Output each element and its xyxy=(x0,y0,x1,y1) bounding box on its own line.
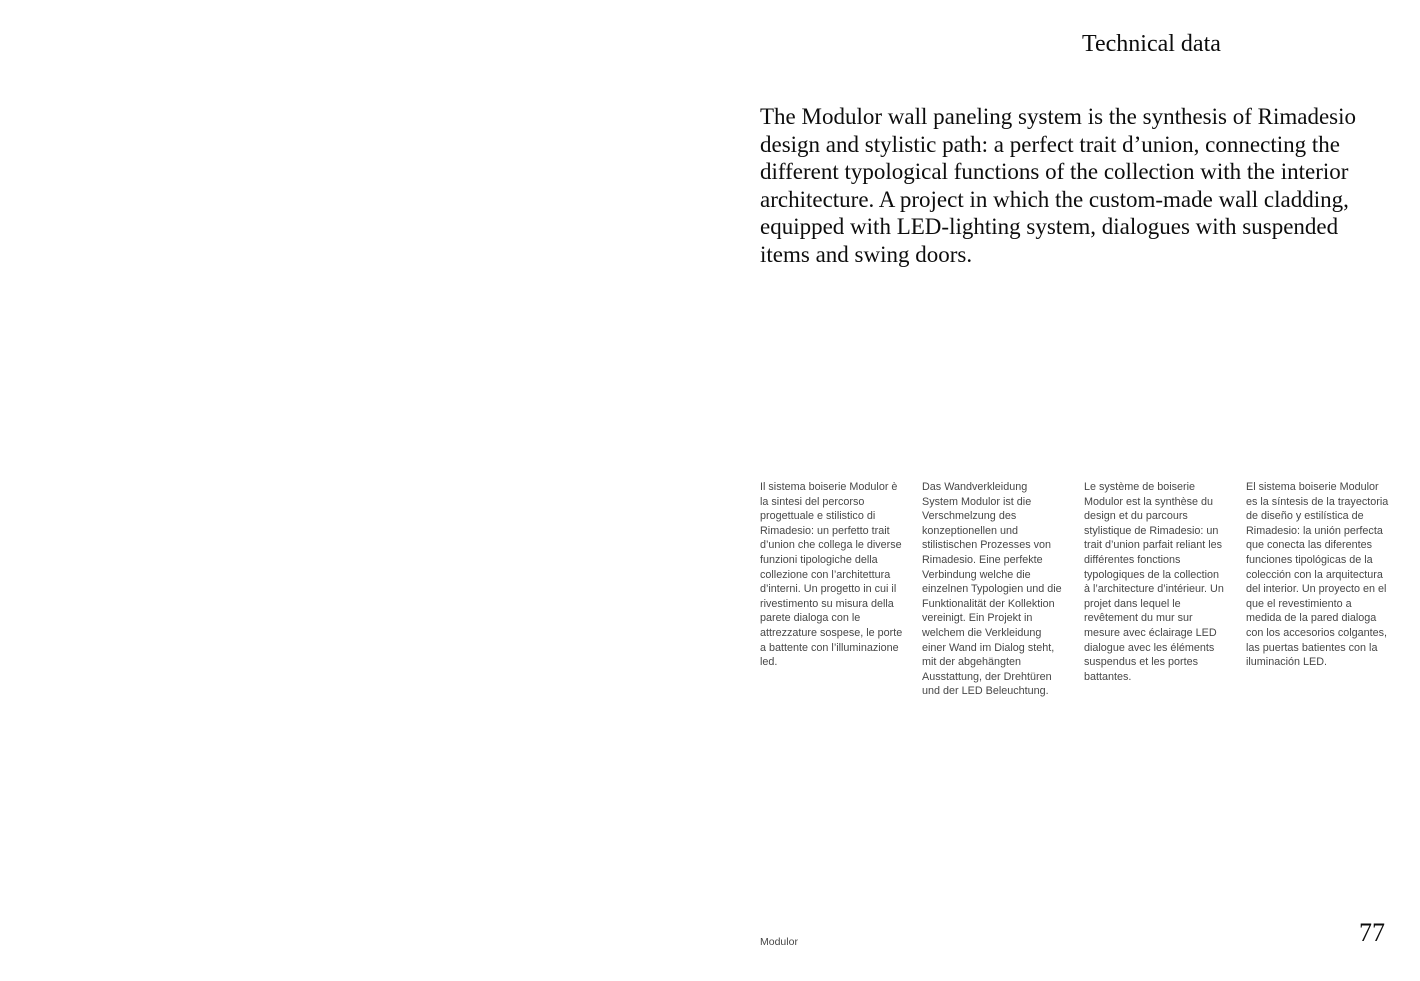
intro-paragraph: The Modulor wall paneling system is the synthesis of Rimadesio design and stylistic path: a perfect trait d’union, connecting the different typological functions of the collection with the interior architecture. A project in which the custom-made wall cladding, equipped with LED-lighting system, dialogues with suspended items and swing doors. xyxy=(760,104,1357,267)
translation-column-french: Le système de boiserie Modulor est la synthèse du design et du parcours stylistique de Rimadesio: un trait d’union parfait reliant les différentes fonctions typologiques de la collection à l’architecture d’intérieur. Un projet dans lequel le revêtement du mur sur mesure avec éclairage LED dialogue avec les éléments suspendus et les portes battantes. xyxy=(1084,481,1224,683)
translation-column-german: Das Wandverkleidung System Modulor ist die Verschmelzung des konzeptionellen und stilistischen Prozesses von Rimadesio. Eine perfekte Verbindung welche die einzelnen Typologien und die Funktionalität der Kollektion vereinigt. Ein Projekt in welchem die Verkleidung einer Wand im Dialog steht, mit der abgehängten Ausstattung, der Drehtüren und der LED Beleuchtung. xyxy=(922,481,1062,698)
page-title: Technical data xyxy=(1082,31,1221,57)
translation-column-spanish: El sistema boiserie Modulor es la síntesis de la trayectoria de diseño y estilística de Rimadesio: la unión perfecta que conecta las diferentes funciones tipológicas de la colección con la arquitectura del interior. Un proyecto en el que el revestimiento a medida de la pared dialoga con los accesorios colgantes, las puertas batientes con la iluminación LED. xyxy=(1246,481,1389,669)
translation-column-italian: Il sistema boiserie Modulor è la sintesi del percorso progettuale e stilistico di Rimadesio: un perfetto trait d’union che collega le diverse funzioni tipologiche della collezione con l’architettura d’interni. Un progetto in cui il rivestimento su misura della parete dialoga con le attrezzature sospese, le porte a battente con l’illuminazione led. xyxy=(760,481,903,669)
page-number: 77 xyxy=(1359,918,1385,947)
footer-product-label: Modulor xyxy=(760,936,798,948)
translation-columns xyxy=(760,480,1392,699)
